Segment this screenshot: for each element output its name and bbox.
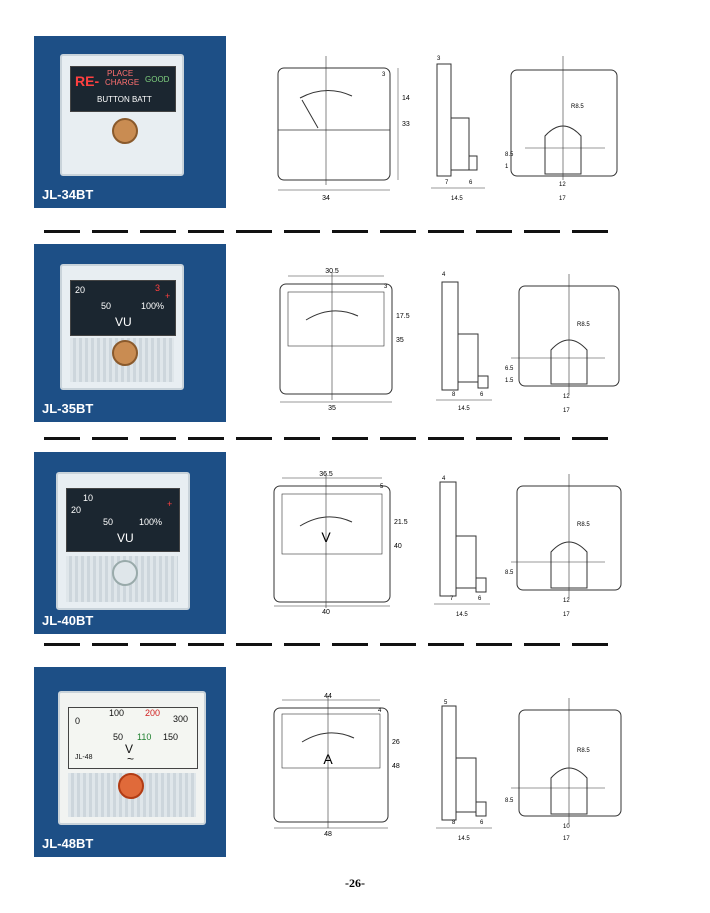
dimension-b: 6 [478, 596, 482, 602]
side-view-drawing [430, 694, 500, 844]
back-view-drawing [505, 266, 625, 416]
dimension-window: 14 [402, 95, 410, 102]
dimension-total: 14.5 [458, 406, 470, 412]
dimension-window-width: 44 [324, 693, 332, 700]
front-view-drawing [266, 690, 406, 840]
dimension-a: 7 [450, 596, 454, 602]
dimension-width: 17 [563, 836, 570, 842]
dimension-pin: 12 [559, 182, 566, 188]
dimension-height: 35 [396, 337, 404, 344]
dial-text: V [125, 742, 134, 756]
dial-text: 10 [83, 493, 94, 503]
dimension-top: 4 [442, 272, 446, 278]
side-view-drawing [428, 470, 498, 620]
dial-text: 100% [141, 301, 165, 311]
dial-text: PLACE [107, 69, 134, 78]
dial-text: GOOD [145, 75, 170, 84]
dial-text: JL-48 [75, 754, 93, 761]
dimension-b: 6 [480, 392, 484, 398]
meter-dial [68, 707, 198, 769]
dimension-top: 5 [444, 700, 448, 706]
dimension-b: 6 [469, 180, 473, 186]
product-photo-jl40bt [34, 452, 226, 634]
dimension-offset: 8.5 [505, 152, 514, 158]
dial-text: 20 [75, 285, 86, 295]
dial-text: ~ [127, 752, 135, 766]
dial-text: 100 [109, 708, 125, 718]
meter-image [60, 264, 184, 390]
dial-text: VU [115, 315, 132, 329]
dimension-pin: 12 [563, 598, 570, 604]
dial-text: 100% [139, 517, 163, 527]
dial-text: VU [117, 531, 134, 545]
dimension-top: 3 [437, 56, 441, 62]
section-divider [44, 230, 634, 233]
product-photo-jl48bt [34, 667, 226, 857]
section-divider [44, 437, 634, 440]
dimension-width: 34 [322, 195, 330, 202]
product-photo-jl35bt [34, 244, 226, 422]
dimension-total: 14.5 [458, 836, 470, 842]
dimension-a: 8 [452, 820, 456, 826]
front-view-drawing [270, 262, 410, 412]
dimension-pin: 10 [563, 824, 570, 830]
dial-text: + [167, 499, 173, 509]
dial-text: 300 [173, 714, 189, 724]
model-label: JL-35BT [42, 401, 94, 416]
dimension-c: 1 [505, 164, 509, 170]
dimension-window: 21.5 [394, 519, 408, 526]
model-label: JL-48BT [42, 836, 94, 851]
side-view-drawing [430, 266, 500, 416]
meter-dial [70, 66, 176, 112]
dimension-height: 48 [392, 763, 400, 770]
meter-mechanism [118, 773, 144, 799]
dimension-width: 35 [328, 405, 336, 412]
dimension-a: 8 [452, 392, 456, 398]
dial-text: 150 [163, 732, 179, 742]
back-view-drawing [505, 694, 625, 844]
front-view-drawing [270, 50, 410, 210]
dial-text: 50 [113, 732, 124, 742]
dial-text: 3 [155, 283, 161, 293]
dial-text: + [165, 291, 171, 301]
dimension-top: 5 [380, 484, 384, 490]
dial-letter: A [323, 751, 333, 767]
meter-mechanism [112, 560, 138, 586]
dial-text: 110 [137, 732, 152, 742]
dimension-radius: R8.5 [577, 522, 590, 528]
meter-image [58, 691, 206, 825]
dimension-width: 17 [563, 612, 570, 618]
product-photo-jl34bt [34, 36, 226, 208]
dial-text: BUTTON BATT [97, 95, 152, 104]
dimension-top: 4 [378, 708, 382, 714]
meter-mechanism [112, 118, 138, 144]
dimension-width: 40 [322, 609, 330, 616]
dial-text: 0 [75, 716, 81, 726]
meter-mechanism [112, 340, 138, 366]
dimension-radius: R8.5 [571, 104, 584, 110]
dimension-top: 4 [442, 476, 446, 482]
section-divider [44, 643, 634, 646]
dimension-width: 17 [559, 196, 566, 202]
dimension-window-width: 36.5 [319, 471, 333, 478]
meter-dial [70, 280, 176, 336]
dimension-offset: 8.5 [505, 570, 514, 576]
dimension-radius: R8.5 [577, 322, 590, 328]
side-view-drawing [425, 50, 495, 210]
dimension-window: 17.5 [396, 313, 410, 320]
dimension-top: 3 [384, 284, 388, 290]
dimension-c: 1.5 [505, 378, 514, 384]
dimension-b: 6 [480, 820, 484, 826]
dial-text: 20 [71, 505, 82, 515]
dial-text: CHARGE [105, 78, 140, 87]
page-number: -26- [345, 876, 365, 890]
meter-image [60, 54, 184, 176]
dimension-width: 17 [563, 408, 570, 414]
dimension-pin: 12 [563, 394, 570, 400]
dial-text: 50 [103, 517, 114, 527]
back-view-drawing [505, 50, 625, 210]
dimension-top: 3 [382, 72, 386, 78]
dimension-width: 48 [324, 831, 332, 838]
dimension-a: 7 [445, 180, 449, 186]
front-view-drawing [268, 466, 408, 616]
dimension-height: 33 [402, 121, 410, 128]
meter-image [56, 472, 190, 610]
dial-text: 50 [101, 301, 112, 311]
meter-dial [66, 488, 180, 552]
dimension-radius: R8.5 [577, 748, 590, 754]
dimension-total: 14.5 [451, 196, 463, 202]
dimension-window-width: 30.5 [325, 268, 339, 275]
dimension-window: 26 [392, 739, 400, 746]
dial-letter: V [321, 529, 331, 545]
dimension-offset: 8.5 [505, 798, 514, 804]
dimension-height: 40 [394, 543, 402, 550]
dimension-total: 14.5 [456, 612, 468, 618]
dimension-offset: 6.5 [505, 366, 514, 372]
back-view-drawing [505, 470, 625, 620]
dial-text: 200 [145, 708, 161, 718]
dial-text: RE- [75, 73, 100, 89]
model-label: JL-40BT [42, 613, 94, 628]
model-label: JL-34BT [42, 187, 94, 202]
